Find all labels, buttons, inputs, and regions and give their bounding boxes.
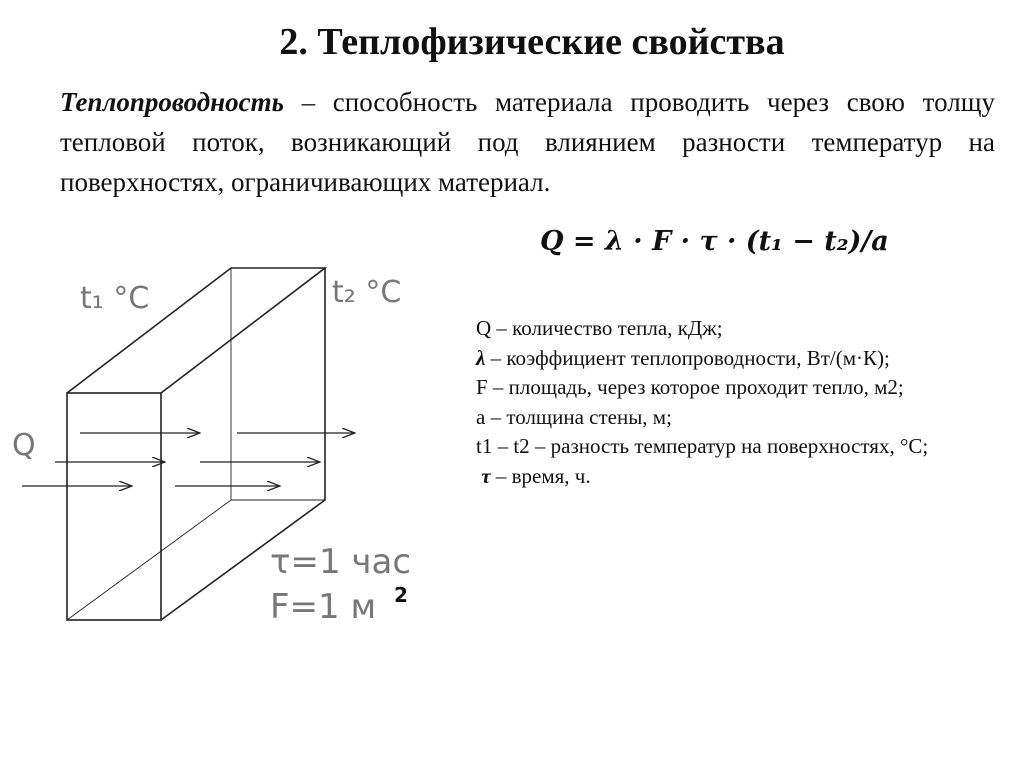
area-label: F=1 м <box>270 587 377 627</box>
intro-paragraph <box>60 82 995 202</box>
heat-formula: Q = λ · F · τ · (t₁ − t₂)/a <box>540 226 889 257</box>
legend-item-f: F – площадь, через которое проходит тепло, м2; <box>476 375 904 399</box>
legend-item-t: t1 – t2 – разность температур на поверхностях, °С; <box>476 434 929 458</box>
t2-label: t₂ °С <box>332 275 402 310</box>
t1-label: t₁ °С <box>80 281 150 316</box>
legend-item-lambda: λ – коэффициент теплопроводности, Вт/(м·К); <box>476 345 890 370</box>
wall-diagram <box>0 240 470 660</box>
legend-item-tau: τ – время, ч. <box>481 463 591 488</box>
legend-item-a: a – толщина стены, м; <box>476 404 672 429</box>
q-label: Q <box>12 428 36 463</box>
slide-title: 2. Теплофизические свойства <box>279 21 785 63</box>
definition-text: – способность материала проводить через свою толщу тепловой поток, возникающий под влиянием разности температур на поверхностях, ограничивающих материал. <box>60 87 995 197</box>
legend-item-q: Q – количество тепла, кДж; <box>476 316 723 340</box>
formula-legend <box>476 314 1016 491</box>
area-exponent: 2 <box>394 583 408 607</box>
heat-flow-arrows <box>22 433 355 486</box>
tau-label: τ=1 час <box>270 542 412 582</box>
definition-term: Теплопроводность <box>60 87 284 117</box>
